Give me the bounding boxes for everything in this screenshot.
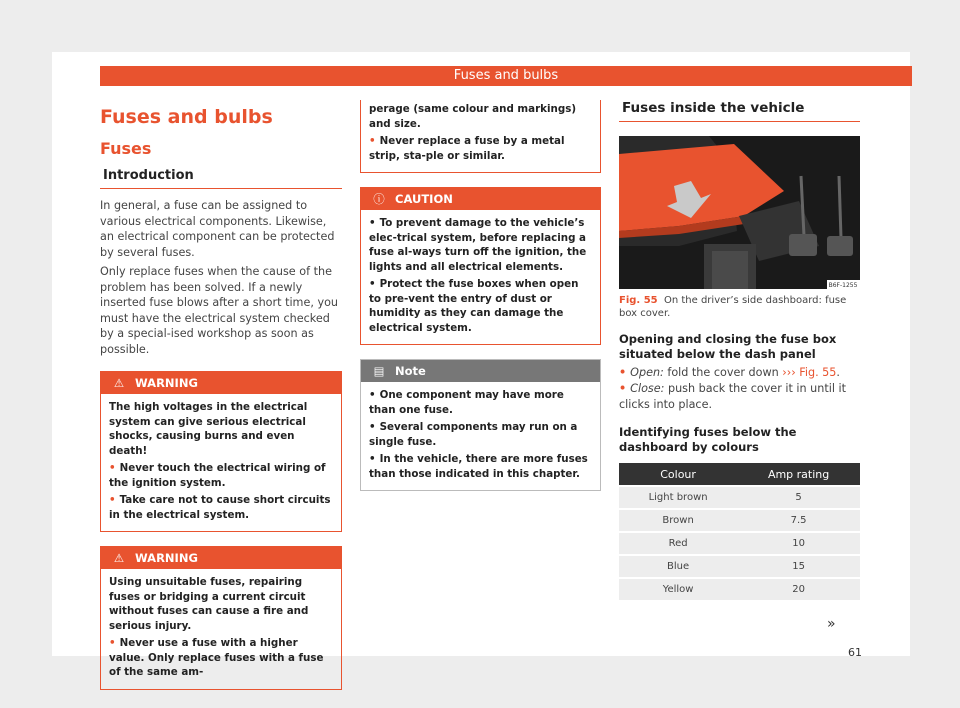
- open-close-list: [619, 365, 860, 413]
- bullet-icon: •: [369, 389, 376, 401]
- table-row: Brown 7.5: [619, 510, 860, 531]
- warning-bullet: • Never touch the electrical wiring of the ignition system.: [109, 462, 326, 489]
- caution-bullet: • Protect the fuse boxes when open to pre-vent the entry of dust or humidity as they can damage the electrical system.: [369, 278, 579, 334]
- caution-title: CAUTION: [395, 192, 453, 206]
- bullet-icon: •: [109, 637, 116, 649]
- table-row: Light brown 5: [619, 487, 860, 508]
- figure-caption: Fig. 55 On the driver’s side dashboard: fuse box cover.: [619, 295, 847, 319]
- warning-title: WARNING: [135, 551, 198, 565]
- chapter-title: Fuses and bulbs: [100, 106, 273, 128]
- column-middle: [360, 100, 601, 491]
- warning-title: WARNING: [135, 376, 198, 390]
- table-header-row: [619, 463, 860, 485]
- bullet-icon: •: [369, 278, 376, 290]
- note-bullet: • Several components may run on a single fuse.: [369, 421, 578, 448]
- warning-bullet: • Never use a fuse with a higher value. Only replace fuses with a fuse of the same am-: [109, 637, 324, 678]
- note-bullet: • In the vehicle, there are more fuses than those indicated in this chapter.: [369, 453, 588, 480]
- fuse-colour-table: [619, 461, 860, 602]
- dashboard-illustration: [619, 136, 860, 289]
- close-instruction: • Close: push back the cover it in until it clicks into place.: [619, 382, 846, 411]
- column-right: [619, 100, 860, 602]
- info-circle-icon: ⓘ: [373, 192, 385, 206]
- caution-box: [360, 187, 601, 345]
- column-header: Colour: [619, 463, 737, 485]
- bullet-icon: •: [109, 494, 116, 506]
- arrow-icon: ›››: [782, 366, 796, 379]
- warning-text: Using unsuitable fuses, repairing fuses or bridging a current circuit without fuses can cause a fire and serious injury.: [109, 576, 309, 632]
- warning-triangle-icon: ⚠: [113, 551, 125, 565]
- note-box: [360, 359, 601, 491]
- note-icon: ▤: [373, 364, 385, 378]
- page-number: 61: [848, 646, 862, 659]
- subsection-title: Fuses inside the vehicle: [619, 100, 860, 122]
- warning-triangle-icon: ⚠: [113, 376, 125, 390]
- bullet-icon: •: [619, 382, 627, 395]
- section-title: Fuses: [100, 139, 152, 158]
- warning-bullet: • Never replace a fuse by a metal strip, sta-ple or similar.: [369, 135, 565, 162]
- intro-paragraph: In general, a fuse can be assigned to various electrical components. Likewise, an electrical component can be protected by several fuses.: [100, 199, 335, 259]
- warning-box: [100, 546, 342, 690]
- figure-link[interactable]: Fig. 55: [799, 366, 837, 379]
- table-row: Yellow 20: [619, 579, 860, 600]
- running-header: Fuses and bulbs: [100, 66, 912, 86]
- note-bullet: • One component may have more than one fuse.: [369, 389, 564, 416]
- warning-text: The high voltages in the electrical system can give serious electrical shocks, causing burns and even death!: [109, 401, 308, 457]
- manual-page: [52, 52, 910, 678]
- replace-paragraph: Only replace fuses when the cause of the problem has been solved. If a newly inserted fuse blows after a short time, you must have the electrical system checked by a special-ised workshop as soon as possible.: [100, 265, 339, 356]
- open-close-heading: Opening and closing the fuse box situated below the dash panel: [619, 332, 837, 361]
- bullet-icon: •: [369, 135, 376, 147]
- open-instruction: • Open: fold the cover down ››› Fig. 55.: [619, 366, 840, 379]
- warning-bullet: • Take care not to cause short circuits in the electrical system.: [109, 494, 331, 521]
- note-title: Note: [395, 364, 426, 378]
- warning-box: [100, 371, 342, 532]
- fuse-box-figure: [619, 136, 860, 289]
- colour-heading: Identifying fuses below the dashboard by colours: [619, 425, 797, 454]
- continue-icon: »: [827, 616, 836, 632]
- warning-text-continued: perage (same colour and markings) and size.: [369, 103, 577, 130]
- column-left: [100, 100, 342, 690]
- table-row: Red 10: [619, 533, 860, 554]
- bullet-icon: •: [369, 453, 376, 465]
- column-header: Amp rating: [737, 463, 860, 485]
- bullet-icon: •: [369, 217, 376, 229]
- bullet-icon: •: [109, 462, 116, 474]
- subsection-title: Introduction: [100, 168, 342, 189]
- warning-box-continued: [360, 100, 601, 173]
- image-code: B6F-1255: [828, 282, 858, 289]
- caution-bullet: • To prevent damage to the vehicle’s elec-trical system, before replacing a fuse al-ways turn off the ignition, the lights and all electrical elements.: [369, 217, 587, 273]
- bullet-icon: •: [619, 366, 627, 379]
- table-row: Blue 15: [619, 556, 860, 577]
- bullet-icon: •: [369, 421, 376, 433]
